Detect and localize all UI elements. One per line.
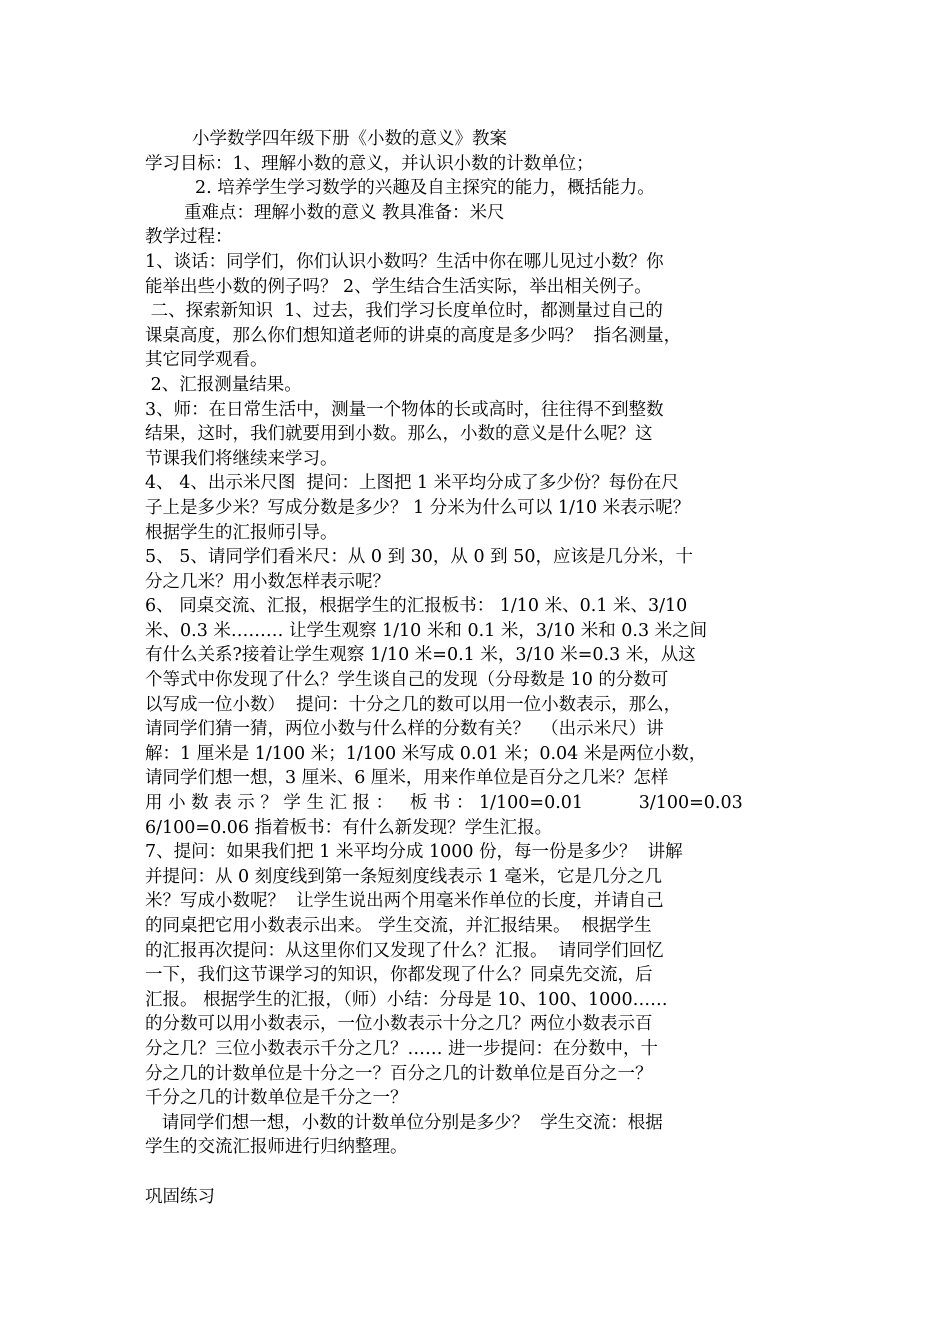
learning-goal-1: 学习目标：1、理解小数的意义，并认识小数的计数单位；: [145, 153, 594, 174]
document-title: 小学数学四年级下册《小数的意义》教案: [192, 129, 507, 149]
text-line: 二、探索新知识 1、过去，我们学习长度单位时，都测量过自己的: [145, 301, 663, 322]
text-line: 7、提问：如果我们把 1 米平均分成 1000 份，每一份是多少？ 讲解: [145, 842, 683, 863]
text-line: 用 小 数 表 示 ？ 学 生 汇 报 ： 板 书 ： 1/100=0.01 3/100=0.03: [145, 793, 743, 814]
text-line: 请同学们猜一猜，两位小数与什么样的分数有关？ （出示米尺）讲: [145, 719, 664, 740]
key-points: 重难点：理解小数的意义 教具准备：米尺: [184, 202, 505, 223]
text-line: 4、 4、出示米尺图 提问：上图把 1 米平均分成了多少份？每份在尺: [145, 473, 679, 494]
text-line: 5、 5、请同学们看米尺：从 0 到 30，从 0 到 50，应该是几分米，十: [145, 547, 694, 568]
text-line: 分之几的计数单位是十分之一？百分之几的计数单位是百分之一？: [145, 1063, 653, 1084]
text-line: 根据学生的汇报师引导。: [145, 522, 338, 543]
learning-goal-2: 2. 培养学生学习数学的兴趣及自主探究的能力，概括能力。: [195, 178, 655, 199]
text-line: 请同学们想一想，小数的计数单位分别是多少？ 学生交流：根据: [145, 1112, 663, 1133]
text-line: 有什么关系?接着让学生观察 1/10 米=0.1 米，3/10 米=0.3 米，从这: [145, 645, 696, 666]
text-line: 子上是多少米？写成分数是多少？ 1 分米为什么可以 1/10 米表示呢？: [145, 497, 691, 518]
document-body: [145, 127, 809, 1209]
text-line: 3、师：在日常生活中，测量一个物体的长或高时，往往得不到整数: [145, 399, 664, 420]
text-line: 分之几？三位小数表示千分之几？…… 进一步提问：在分数中，十: [145, 1038, 659, 1059]
text-line: 汇报。 根据学生的汇报，（师）小结：分母是 10、100、1000……: [145, 989, 668, 1010]
text-line: 的汇报再次提问：从这里你们又发现了什么？汇报。 请同学们回忆: [145, 940, 664, 961]
text-line: 6/100=0.06 指着板书：有什么新发现？学生汇报。: [145, 817, 553, 838]
text-line: 一下，我们这节课学习的知识，你都发现了什么？同桌先交流，后: [145, 965, 653, 986]
process-heading: 教学过程：: [145, 227, 233, 248]
text-line: 的分数可以用小数表示，一位小数表示十分之几？两位小数表示百: [145, 1014, 653, 1035]
text-line: 结果，这时，我们就要用到小数。那么，小数的意义是什么呢？这: [145, 424, 653, 445]
text-line: 能举出些小数的例子吗？ 2、学生结合生活实际，举出相关例子。: [145, 276, 652, 297]
text-line: 课桌高度，那么你们想知道老师的讲桌的高度是多少吗？ 指名测量，: [145, 325, 682, 346]
text-line: 米、0.3 米……… 让学生观察 1/10 米和 0.1 米，3/10 米和 0.3 米之间: [145, 620, 708, 641]
text-line: 分之几米？用小数怎样表示呢？: [145, 571, 390, 592]
text-line: 米？写成小数呢？ 让学生说出两个用毫米作单位的长度，并请自己: [145, 891, 664, 912]
text-line: 2、汇报测量结果。: [145, 374, 302, 395]
text-line: 并提问：从 0 刻度线到第一条短刻度线表示 1 毫米，它是几分之几: [145, 866, 663, 887]
text-line: 节课我们将继续来学习。: [145, 448, 338, 469]
text-line: 6、 同桌交流、汇报，根据学生的汇报板书： 1/10 米、0.1 米、3/10: [145, 596, 688, 617]
text-line: 解：1 厘米是 1/100 米；1/100 米写成 0.01 米；0.04 米是两位小数，: [145, 743, 707, 764]
text-line: 学生的交流汇报师进行归纳整理。: [145, 1137, 408, 1158]
text-line: 1、谈话：同学们，你们认识小数吗？生活中你在哪儿见过小数？你: [145, 251, 664, 272]
text-line: 其它同学观看。: [145, 350, 268, 371]
text-line: 以写成一位小数） 提问：十分之几的数可以用一位小数表示，那么，: [145, 694, 682, 715]
text-line: 千分之几的计数单位是千分之一？: [145, 1088, 408, 1109]
text-line: 请同学们想一想，3 厘米、6 厘米，用来作单位是百分之几米？怎样: [145, 768, 669, 789]
process-lines: [145, 250, 809, 1160]
practice-heading: 巩固练习: [145, 1186, 215, 1207]
text-line: 的同桌把它用小数表示出来。 学生交流，并汇报结果。 根据学生: [145, 916, 652, 936]
text-line: 个等式中你发现了什么？学生谈自己的发现（分母数是 10 的分数可: [145, 670, 669, 691]
blank-line: [145, 1160, 809, 1185]
